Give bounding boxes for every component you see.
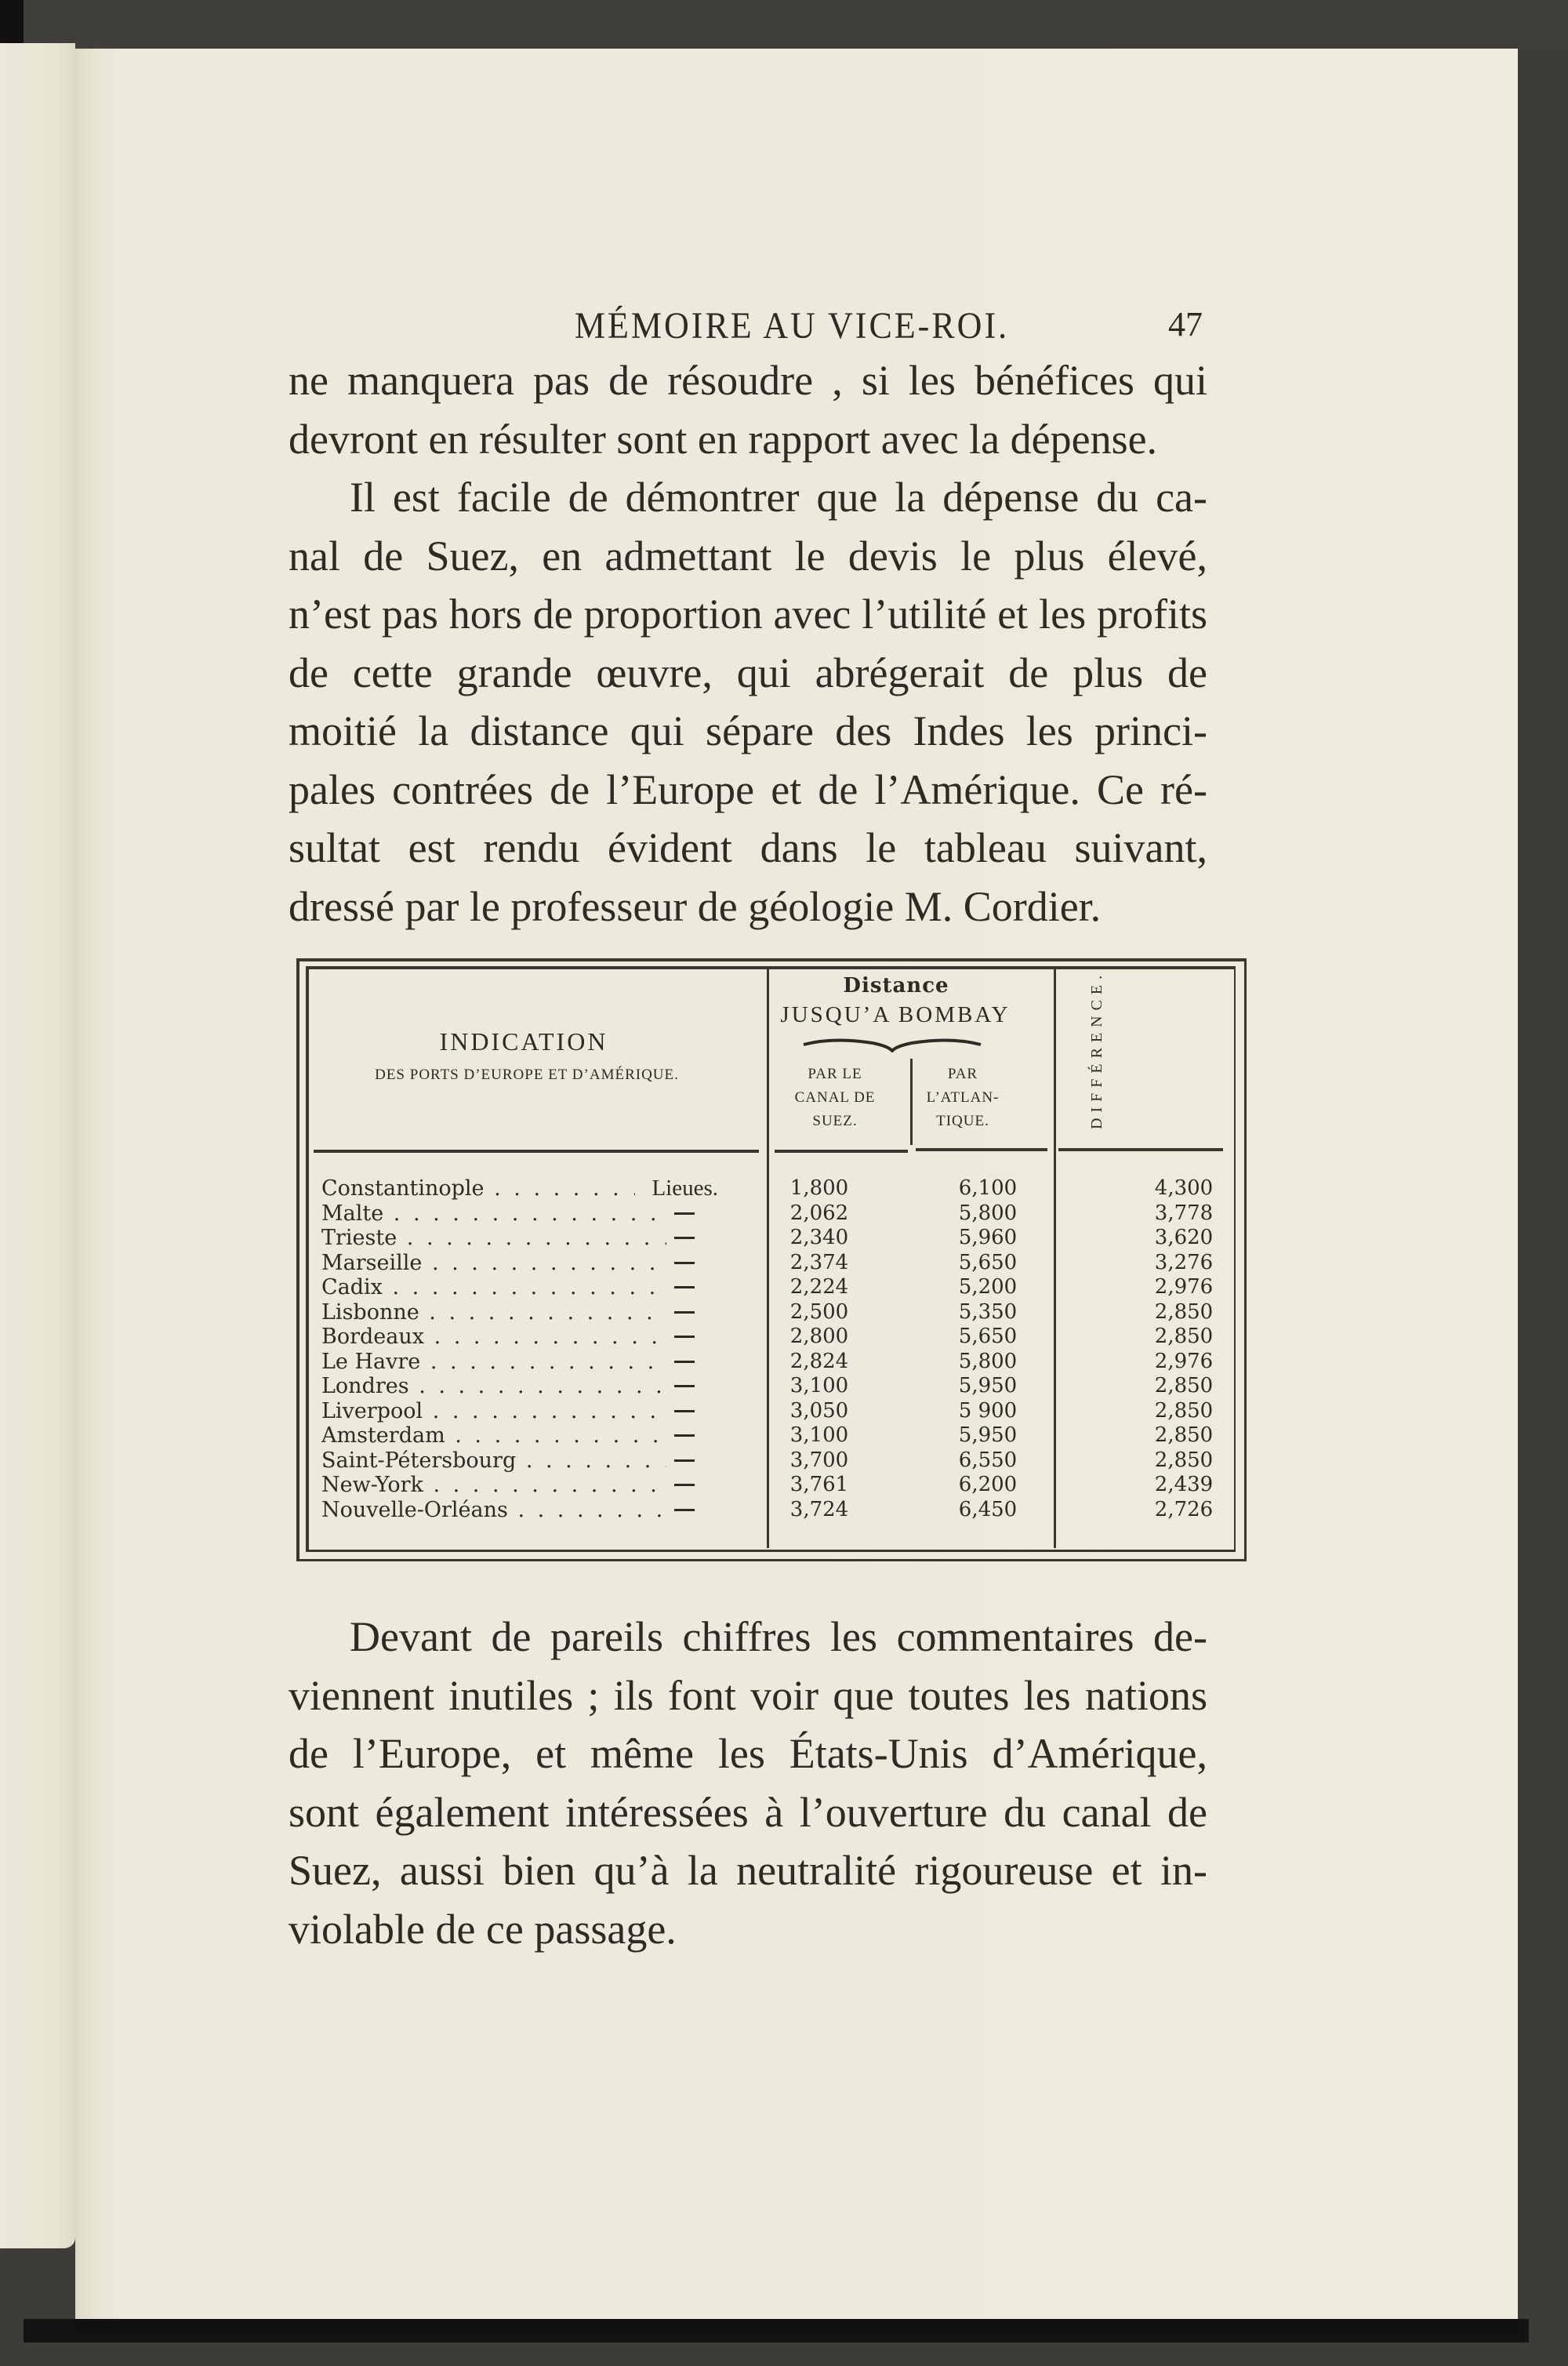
- distance-suez: 3,100: [789, 1423, 849, 1447]
- text-line: de l’Europe, et même les États-Unis d’Amérique,: [289, 1730, 1207, 1777]
- port-name: Marseille . . .: [321, 1251, 666, 1276]
- ditto-dash: [674, 1509, 695, 1511]
- text-line: n’est pas hors de proportion avec l’utilité et les profits: [289, 591, 1207, 638]
- distance-difference: 2,976: [1154, 1349, 1214, 1373]
- ditto-dash: [674, 1459, 695, 1462]
- text-line: moitié la distance qui sépare des Indes les princi-: [289, 707, 1207, 754]
- ditto-dash: [674, 1361, 695, 1363]
- header-rule: [314, 1150, 759, 1153]
- distance-suez: 3,100: [789, 1374, 849, 1397]
- page-number: 47: [1168, 305, 1203, 343]
- header-atlantique: [904, 1063, 1022, 1133]
- header-atlantique-line: PAR: [947, 1066, 978, 1082]
- brace-icon: [802, 1034, 982, 1052]
- header-atlantique-line: TIQUE.: [936, 1113, 989, 1129]
- port-name: Bordeaux . . .: [321, 1325, 666, 1350]
- port-name: Lisbonne . . .: [321, 1300, 666, 1325]
- distance-suez: 2,062: [789, 1201, 849, 1225]
- header-suez-line: SUEZ.: [812, 1113, 858, 1129]
- ditto-dash: [674, 1410, 695, 1412]
- ditto-dash: [674, 1286, 695, 1288]
- header-rule: [916, 1148, 1047, 1151]
- distance-difference: 2,976: [1154, 1275, 1214, 1299]
- port-name: Nouvelle-Orléans . . .: [321, 1498, 666, 1523]
- distance-difference: 4,300: [1154, 1176, 1214, 1200]
- port-name: Malte . . .: [321, 1201, 666, 1227]
- scan-background-top: [0, 0, 1568, 49]
- text-line: sultat est rendu évident dans le tableau suivant,: [289, 824, 1207, 871]
- unit-label: Lieues.: [635, 1176, 718, 1201]
- port-name: Londres . . .: [321, 1374, 666, 1399]
- distance-atlantique: 5,800: [958, 1349, 1018, 1373]
- distance-suez: 2,824: [789, 1349, 849, 1373]
- distance-atlantique: 5,650: [958, 1325, 1018, 1348]
- header-ports: DES PORTS D’EUROPE ET D’AMÉRIQUE.: [375, 1067, 679, 1083]
- ditto-dash: [674, 1311, 695, 1314]
- scan-background-bottom: [24, 2319, 1529, 2342]
- distance-atlantique: 5,950: [958, 1374, 1018, 1397]
- ditto-dash: [674, 1385, 695, 1387]
- scan-background-corner: [0, 0, 24, 43]
- distance-table: [296, 949, 1245, 1561]
- text-line: sont également intéressées à l’ouverture du canal de: [289, 1788, 1207, 1836]
- distance-difference: 2,850: [1154, 1374, 1214, 1397]
- header-difference: DIFFÉRENCE.: [1088, 969, 1105, 1129]
- running-head: MÉMOIRE AU VICE-ROI.: [574, 305, 1010, 347]
- header-rule: [775, 1150, 908, 1153]
- text-line: devront en résulter sont en rapport avec la dépense.: [289, 415, 1158, 463]
- port-name: Liverpool . . .: [321, 1399, 666, 1424]
- header-atlantique-line: L’ATLAN-: [926, 1089, 1000, 1106]
- header-suez-line: CANAL DE: [794, 1089, 876, 1106]
- header-bombay: JUSQU’A BOMBAY: [780, 1002, 1011, 1027]
- column-divider: [1054, 969, 1056, 1548]
- distance-difference: 2,850: [1154, 1423, 1214, 1447]
- ditto-dash: [674, 1212, 695, 1215]
- distance-suez: 2,374: [789, 1250, 849, 1274]
- distance-difference: 2,850: [1154, 1398, 1214, 1423]
- distance-atlantique: 6,450: [958, 1497, 1018, 1521]
- text-line: de cette grande œuvre, qui abrégerait de plus de: [289, 649, 1207, 696]
- port-name: New-York . . .: [321, 1473, 666, 1498]
- distance-suez: 2,224: [789, 1275, 849, 1299]
- header-distance: Distance: [843, 974, 949, 998]
- distance-atlantique: 5,960: [958, 1226, 1018, 1249]
- header-suez-line: PAR LE: [808, 1066, 862, 1082]
- text-line: viennent inutiles ; ils font voir que toutes les nations: [289, 1671, 1207, 1719]
- distance-difference: 2,850: [1154, 1325, 1214, 1348]
- ditto-dash: [674, 1434, 695, 1437]
- distance-atlantique: 5 900: [958, 1398, 1018, 1423]
- distance-difference: 2,850: [1154, 1448, 1214, 1472]
- text-line: violable de ce passage.: [289, 1905, 677, 1953]
- text-line: Suez, aussi bien qu’à la neutralité rigoureuse et in-: [289, 1847, 1207, 1894]
- distance-atlantique: 6,100: [958, 1176, 1018, 1200]
- distance-atlantique: 5,950: [958, 1423, 1018, 1447]
- distance-atlantique: 5,350: [958, 1299, 1018, 1324]
- distance-difference: 2,439: [1154, 1473, 1214, 1496]
- distance-difference: 3,778: [1154, 1201, 1214, 1225]
- distance-difference: 2,850: [1154, 1299, 1214, 1324]
- ditto-dash: [674, 1484, 695, 1486]
- distance-atlantique: 5,200: [958, 1275, 1018, 1299]
- distance-difference: 3,276: [1154, 1250, 1214, 1274]
- header-rule: [1058, 1148, 1223, 1151]
- text-line: pales contrées de l’Europe et de l’Amérique. Ce ré-: [289, 765, 1207, 813]
- text-line: Il est facile de démontrer que la dépense du ca-: [350, 474, 1207, 521]
- distance-suez: 3,700: [789, 1448, 849, 1472]
- distance-suez: 2,500: [789, 1299, 849, 1324]
- distance-atlantique: 5,650: [958, 1250, 1018, 1274]
- distance-suez: 2,800: [789, 1325, 849, 1348]
- header-indication: INDICATION: [439, 1027, 608, 1056]
- distance-atlantique: 6,550: [958, 1448, 1018, 1472]
- distance-difference: 2,726: [1154, 1497, 1214, 1521]
- text-line: Devant de pareils chiffres les commentaires de-: [350, 1613, 1207, 1660]
- distance-suez: 3,050: [789, 1398, 849, 1423]
- distance-difference: 3,620: [1154, 1226, 1214, 1249]
- port-name: Trieste . . .: [321, 1226, 666, 1251]
- distance-suez: 2,340: [789, 1226, 849, 1249]
- paragraph-conclusion: [289, 1608, 1207, 1958]
- paragraph-intro: [289, 351, 1207, 936]
- ditto-dash: [674, 1336, 695, 1338]
- port-name: Saint-Pétersbourg . . .: [321, 1448, 666, 1474]
- text-line: ne manquera pas de résoudre , si les bénéfices qui: [289, 357, 1207, 404]
- distance-atlantique: 5,800: [958, 1201, 1018, 1225]
- distance-atlantique: 6,200: [958, 1473, 1018, 1496]
- text-line: nal de Suez, en admettant le devis le plus élevé,: [289, 532, 1207, 580]
- distance-suez: 3,761: [789, 1473, 849, 1496]
- port-name: Amsterdam . . .: [321, 1423, 666, 1448]
- facing-page-edge: [0, 43, 75, 2248]
- port-name: Cadix . . .: [321, 1275, 666, 1300]
- ditto-dash: [674, 1237, 695, 1239]
- text-line: dressé par le professeur de géologie M. Cordier.: [289, 882, 1102, 930]
- ditto-dash: [674, 1262, 695, 1264]
- port-name: Constantinople . . .: [321, 1176, 666, 1201]
- column-divider: [767, 969, 769, 1548]
- distance-suez: 1,800: [789, 1176, 849, 1200]
- header-suez: [776, 1063, 894, 1133]
- distance-suez: 3,724: [789, 1497, 849, 1521]
- port-name: Le Havre . . .: [321, 1350, 666, 1375]
